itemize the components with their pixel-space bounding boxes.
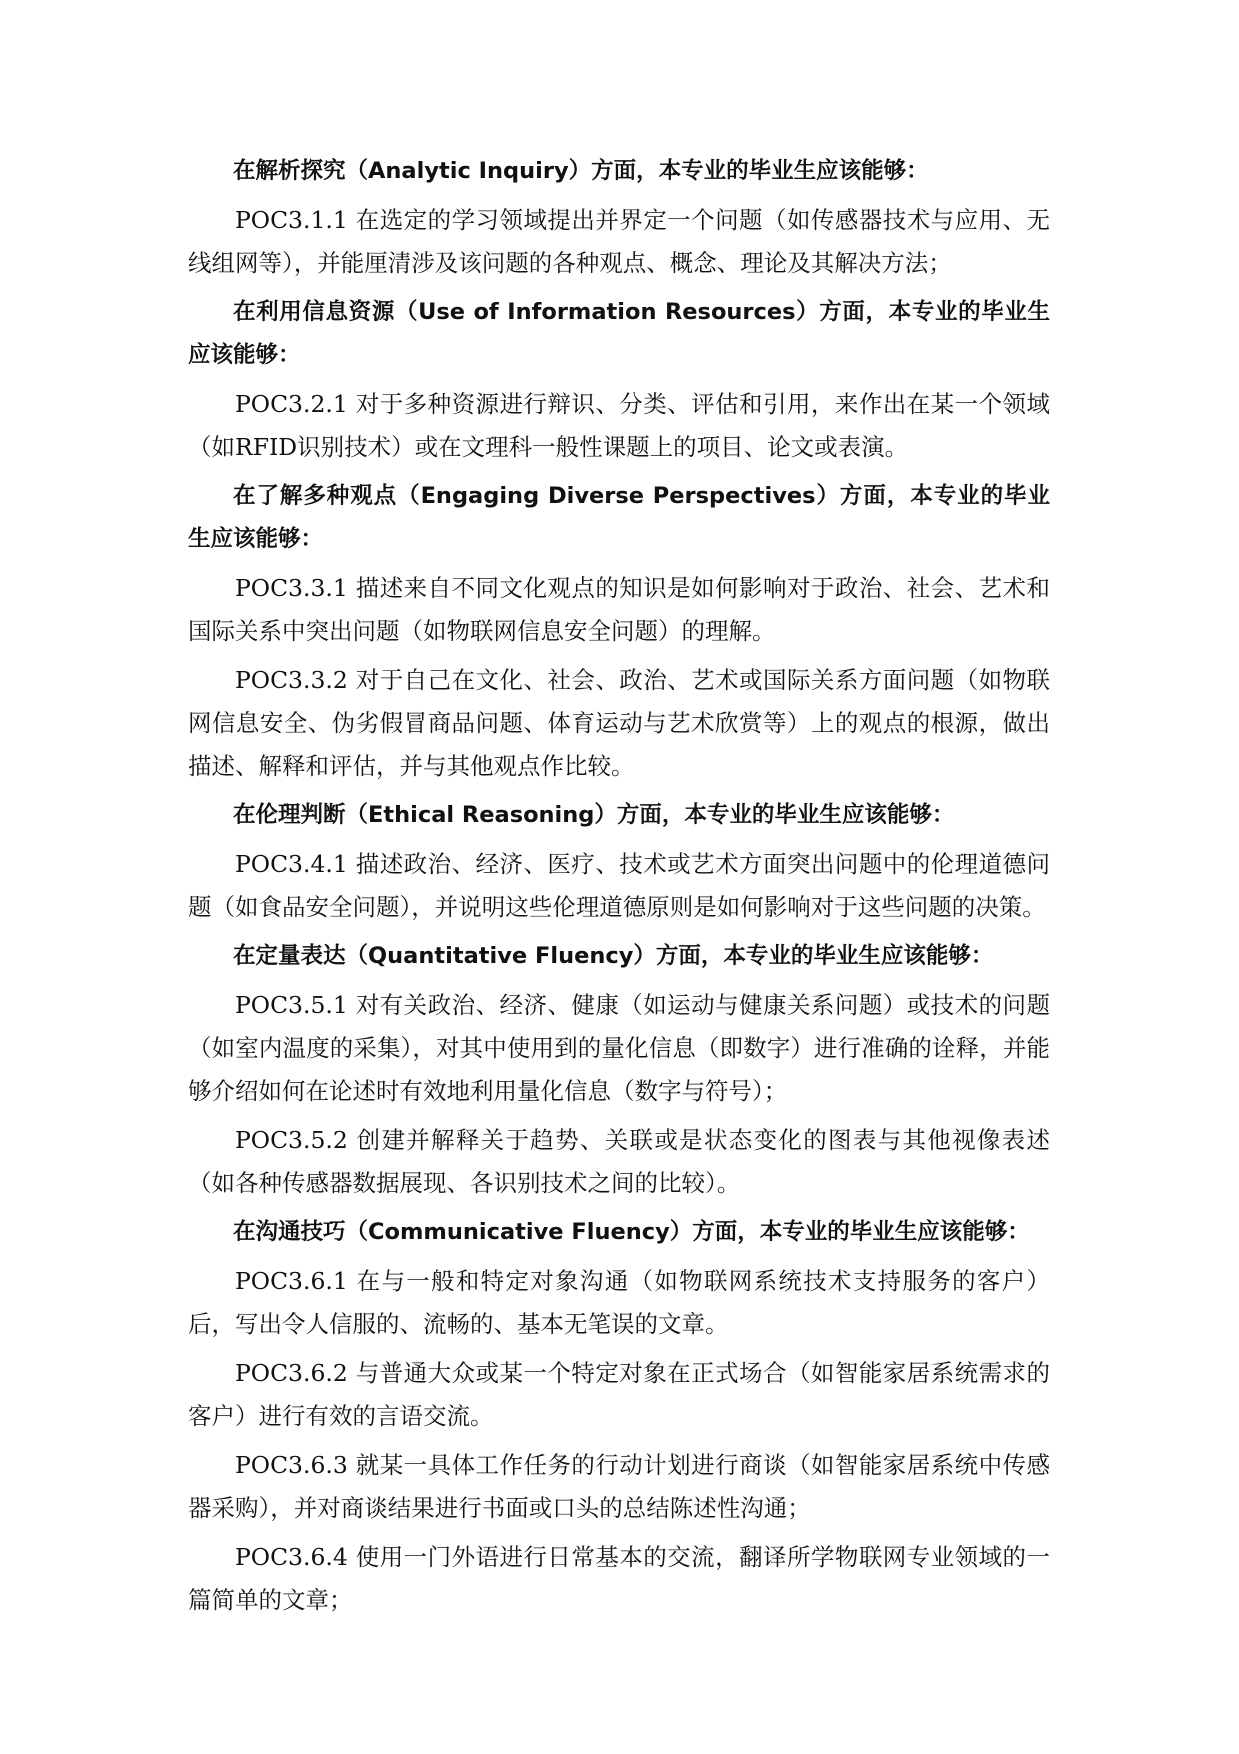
section-heading-quantitative-fluency: 在定量表达（Quantitative Fluency）方面，本专业的毕业生应该能够：: [233, 943, 994, 969]
section-heading-ethical-reasoning: 在伦理判断（Ethical Reasoning）方面，本专业的毕业生应该能够：: [233, 802, 955, 828]
outcome-poc3-6-2: POC3.6.2 与普通大众或某一个特定对象在正式场合（如智能家居系统需求的客户）进行有效的言语交流。: [188, 1359, 1050, 1430]
outcome-poc3-2-1: POC3.2.1 对于多种资源进行辩识、分类、评估和引用，来作出在某一个领域（如RFID识别技术）或在文理科一般性课题上的项目、论文或表演。: [188, 390, 1050, 461]
outcome-poc3-3-1: POC3.3.1 描述来自不同文化观点的知识是如何影响对于政治、社会、艺术和国际关系中突出问题（如物联网信息安全问题）的理解。: [188, 574, 1050, 645]
outcome-poc3-5-2: POC3.5.2 创建并解释关于趋势、关联或是状态变化的图表与其他视像表述（如各种传感器数据展现、各识别技术之间的比较）。: [188, 1126, 1050, 1197]
section-heading-communicative-fluency: 在沟通技巧（Communicative Fluency）方面，本专业的毕业生应该能够：: [233, 1219, 1030, 1245]
outcome-poc3-6-4: POC3.6.4 使用一门外语进行日常基本的交流，翻译所学物联网专业领域的一篇简单的文章；: [188, 1543, 1050, 1614]
document-page: [188, 144, 1050, 1622]
outcome-poc3-6-3: POC3.6.3 就某一具体工作任务的行动计划进行商谈（如智能家居系统中传感器采购），并对商谈结果进行书面或口头的总结陈述性沟通；: [188, 1451, 1050, 1522]
outcome-poc3-1-1: POC3.1.1 在选定的学习领域提出并界定一个问题（如传感器技术与应用、无线组网等），并能厘清涉及该问题的各种观点、概念、理论及其解决方法；: [188, 206, 1050, 277]
section-heading-information-resources: 在利用信息资源（Use of Information Resources）方面，本专业的毕业生应该能够：: [188, 299, 1050, 368]
outcome-poc3-5-1: POC3.5.1 对有关政治、经济、健康（如运动与健康关系问题）或技术的问题（如室内温度的采集），对其中使用到的量化信息（即数字）进行准确的诠释，并能够介绍如何在论述时有效地利用量化信息（数字与符号）；: [188, 991, 1050, 1105]
outcome-poc3-4-1: POC3.4.1 描述政治、经济、医疗、技术或艺术方面突出问题中的伦理道德问题（如食品安全问题），并说明这些伦理道德原则是如何影响对于这些问题的决策。: [188, 850, 1050, 921]
section-heading-analytic-inquiry: 在解析探究（Analytic Inquiry）方面，本专业的毕业生应该能够：: [233, 158, 929, 184]
outcome-poc3-6-1: POC3.6.1 在与一般和特定对象沟通（如物联网系统技术支持服务的客户）后，写出令人信服的、流畅的、基本无笔误的文章。: [188, 1267, 1050, 1338]
section-heading-diverse-perspectives: 在了解多种观点（Engaging Diverse Perspectives）方面，本专业的毕业生应该能够：: [188, 483, 1050, 552]
outcome-poc3-3-2: POC3.3.2 对于自己在文化、社会、政治、艺术或国际关系方面问题（如物联网信息安全、伪劣假冒商品问题、体育运动与艺术欣赏等）上的观点的根源，做出描述、解释和评估，并与其他观点作比较。: [188, 666, 1050, 780]
